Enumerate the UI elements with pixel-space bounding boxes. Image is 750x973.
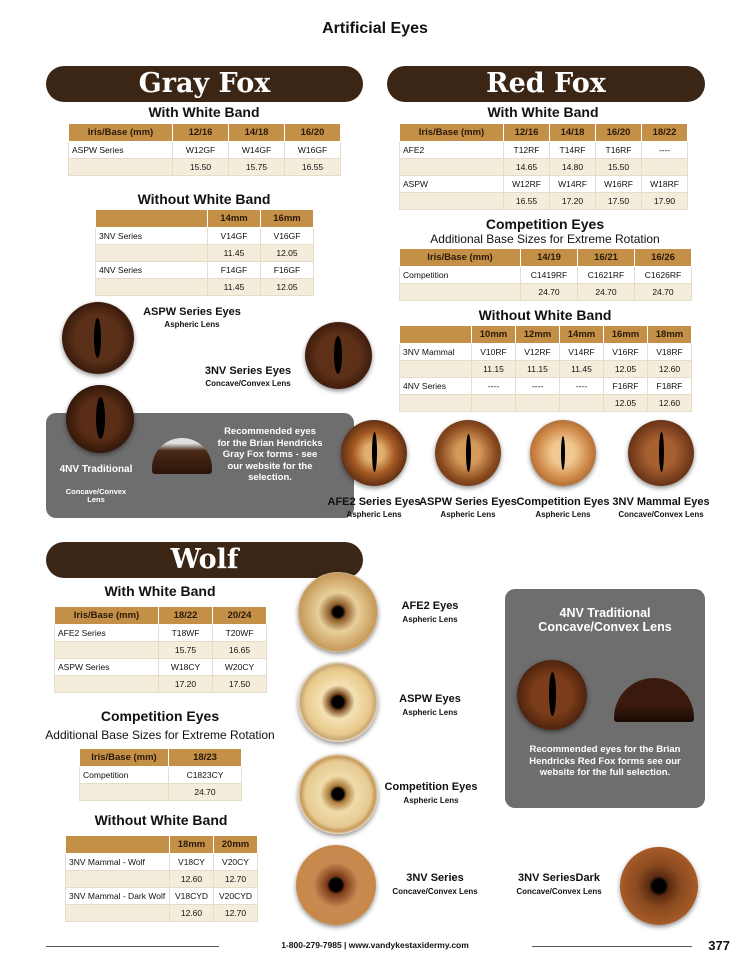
table-price-row — [400, 159, 688, 176]
row-label — [69, 159, 173, 176]
red-fox-4nv-pupil — [549, 672, 556, 716]
table-cell: T12RF — [504, 142, 550, 159]
table-row — [55, 625, 267, 642]
table-header-cell — [96, 210, 208, 228]
row-label: 4NV Series — [96, 262, 208, 279]
wolf-banner: Wolf — [46, 542, 363, 578]
table-header-cell: 18/22 — [642, 124, 688, 142]
footer-rule-right — [532, 946, 692, 947]
table-header-cell: 20/24 — [213, 607, 267, 625]
table-cell: 11.45 — [560, 361, 604, 378]
table-price-row — [400, 284, 692, 301]
row-label: AFE2 — [400, 142, 504, 159]
row-label — [96, 245, 208, 262]
table-header-cell: Iris/Base (mm) — [69, 124, 173, 142]
wolf-3nv-dark-title: 3NV SeriesDark — [518, 872, 600, 884]
table-row — [55, 659, 267, 676]
table-price-row — [80, 784, 242, 801]
red-fox-competition-sub: Aspheric Lens — [535, 510, 591, 519]
table-row — [400, 142, 688, 159]
wolf-3nv-dark-sub: Concave/Convex Lens — [516, 887, 602, 896]
gray-fox-recommend-text: Recommended eyes for the Brian Hendricks Gray Fox forms - see our website for the selection. — [217, 426, 323, 483]
table-header-cell: 18mm — [648, 326, 692, 344]
row-label — [80, 784, 169, 801]
footer-rule-left — [46, 946, 219, 947]
row-label: 4NV Series — [400, 378, 472, 395]
table-price-row — [66, 871, 258, 888]
table-cell: 15.75 — [159, 642, 213, 659]
table-header-cell: Iris/Base (mm) — [400, 124, 504, 142]
table-cell: V20CYD — [214, 888, 258, 905]
red-fox-3nv-mammal-sub: Concave/Convex Lens — [618, 510, 704, 519]
table-cell: 12.60 — [648, 361, 692, 378]
table-cell: V20CY — [214, 854, 258, 871]
table-cell: W20CY — [213, 659, 267, 676]
table-cell: V16RF — [604, 344, 648, 361]
table-row — [400, 378, 692, 395]
table-cell: W12RF — [504, 176, 550, 193]
table-cell: ---- — [516, 378, 560, 395]
wolf-afe2-title: AFE2 Eyes — [401, 600, 459, 612]
wolf-no-band-table — [65, 835, 258, 922]
table-price-row — [96, 245, 314, 262]
wolf-white-band-title: With White Band — [104, 583, 216, 599]
row-label: 3NV Mammal - Dark Wolf — [66, 888, 170, 905]
row-label — [400, 159, 504, 176]
table-cell: 17.20 — [550, 193, 596, 210]
table-cell: 11.45 — [208, 245, 261, 262]
red-fox-recommend-text: Recommended eyes for the Brian Hendricks Red Fox forms see our website for the full selection. — [529, 744, 681, 778]
table-cell: F14GF — [208, 262, 261, 279]
table-header-cell: 18/23 — [169, 749, 242, 767]
page-title: Artificial Eyes — [322, 20, 428, 37]
red-fox-banner: Red Fox — [387, 66, 705, 102]
red-fox-afe2-pupil — [372, 432, 377, 472]
table-price-row — [66, 905, 258, 922]
table-header-cell: 14/18 — [229, 124, 285, 142]
gray-fox-3nv-title: 3NV Series Eyes — [204, 365, 292, 377]
table-price-row — [55, 642, 267, 659]
table-cell — [516, 395, 560, 412]
table-header-cell: 10mm — [472, 326, 516, 344]
table-cell: T20WF — [213, 625, 267, 642]
table-cell: 12.70 — [214, 905, 258, 922]
wolf-no-band-title: Without White Band — [94, 812, 228, 828]
table-header-cell: 16mm — [604, 326, 648, 344]
table-cell: 14.80 — [550, 159, 596, 176]
page-number: 377 — [708, 938, 730, 953]
red-fox-3nv-mammal-pupil — [659, 432, 664, 472]
table-cell: 15.50 — [173, 159, 229, 176]
table-cell: T14RF — [550, 142, 596, 159]
table-cell: V12RF — [516, 344, 560, 361]
table-header-cell: Iris/Base (mm) — [80, 749, 169, 767]
gray-fox-aspw-pupil — [94, 318, 101, 358]
table-header-cell: 16/21 — [578, 249, 635, 267]
table-cell: 24.70 — [169, 784, 242, 801]
table-cell: V14RF — [560, 344, 604, 361]
table-cell: T18WF — [159, 625, 213, 642]
red-fox-afe2-sub: Aspheric Lens — [346, 510, 402, 519]
table-price-row — [96, 279, 314, 296]
table-price-row — [400, 395, 692, 412]
table-cell: 15.50 — [596, 159, 642, 176]
table-cell: W14GF — [229, 142, 285, 159]
row-label — [400, 284, 521, 301]
table-cell: 24.70 — [635, 284, 692, 301]
table-cell: 12.70 — [214, 871, 258, 888]
table-header-cell: 14/18 — [550, 124, 596, 142]
table-header-cell: Iris/Base (mm) — [400, 249, 521, 267]
row-label — [55, 642, 159, 659]
row-label: Competition — [400, 267, 521, 284]
table-cell: V10RF — [472, 344, 516, 361]
table-cell: V14GF — [208, 228, 261, 245]
red-fox-aspw-pupil — [466, 434, 471, 472]
table-cell: F16GF — [261, 262, 314, 279]
table-header-cell — [66, 836, 170, 854]
row-label: 3NV Mammal — [400, 344, 472, 361]
table-header-cell — [400, 326, 472, 344]
table-cell: 12.60 — [170, 905, 214, 922]
table-cell: 16.55 — [285, 159, 341, 176]
table-cell: 24.70 — [578, 284, 635, 301]
table-cell: W12GF — [173, 142, 229, 159]
table-cell: 11.45 — [208, 279, 261, 296]
table-header-cell: 14mm — [208, 210, 261, 228]
wolf-afe2-eye-image — [298, 572, 378, 652]
row-label — [66, 905, 170, 922]
red-fox-3nv-mammal-title: 3NV Mammal Eyes — [612, 496, 710, 508]
table-header-cell: 20mm — [214, 836, 258, 854]
table-cell: V18RF — [648, 344, 692, 361]
table-row — [66, 854, 258, 871]
table-row — [66, 888, 258, 905]
table-header-cell: 16/20 — [596, 124, 642, 142]
gray-fox-4nv-title: 4NV Traditional — [59, 464, 133, 475]
table-cell — [560, 395, 604, 412]
table-cell: 12.60 — [648, 395, 692, 412]
table-header-cell: 14mm — [560, 326, 604, 344]
table-header-cell: 16/20 — [285, 124, 341, 142]
row-label: 3NV Mammal - Wolf — [66, 854, 170, 871]
table-header-cell: 12mm — [516, 326, 560, 344]
gray-fox-4nv-sub: Concave/Convex Lens — [65, 487, 127, 504]
row-label: AFE2 Series — [55, 625, 159, 642]
table-cell: 17.50 — [596, 193, 642, 210]
table-cell: 17.20 — [159, 676, 213, 693]
table-cell: T16RF — [596, 142, 642, 159]
table-cell — [642, 159, 688, 176]
table-cell: 12.60 — [170, 871, 214, 888]
wolf-3nv-dark-eye-image — [620, 847, 698, 925]
wolf-afe2-sub: Aspheric Lens — [402, 615, 458, 624]
table-price-row — [400, 361, 692, 378]
row-label: Competition — [80, 767, 169, 784]
row-label — [55, 676, 159, 693]
table-cell: 12.05 — [261, 245, 314, 262]
table-cell: F18RF — [648, 378, 692, 395]
table-cell: C1823CY — [169, 767, 242, 784]
table-cell: C1419RF — [521, 267, 578, 284]
table-price-row — [69, 159, 341, 176]
red-fox-competition-table — [399, 248, 692, 301]
table-price-row — [400, 193, 688, 210]
table-cell: 17.90 — [642, 193, 688, 210]
red-fox-competition-title: Competition Eyes — [485, 216, 605, 232]
table-cell: 16.65 — [213, 642, 267, 659]
wolf-white-band-table — [54, 606, 267, 693]
table-header-cell: 18/22 — [159, 607, 213, 625]
row-label: 3NV Series — [96, 228, 208, 245]
table-cell: ---- — [560, 378, 604, 395]
table-cell: 24.70 — [521, 284, 578, 301]
gray-fox-3nv-pupil — [334, 336, 342, 374]
table-cell: 14.65 — [504, 159, 550, 176]
wolf-competition-title: Competition Eyes — [100, 708, 220, 724]
row-label: ASPW Series — [69, 142, 173, 159]
wolf-3nv-eye-image — [296, 845, 376, 925]
table-cell: ---- — [642, 142, 688, 159]
red-fox-white-band-table — [399, 123, 688, 210]
table-header-cell: 18mm — [170, 836, 214, 854]
row-label — [400, 193, 504, 210]
table-cell: W16RF — [596, 176, 642, 193]
row-label — [400, 361, 472, 378]
table-price-row — [55, 676, 267, 693]
red-fox-competition-subtitle: Additional Base Sizes for Extreme Rotation — [430, 232, 660, 246]
wolf-competition-subtitle: Additional Base Sizes for Extreme Rotation — [45, 728, 275, 742]
table-header-cell: 16/26 — [635, 249, 692, 267]
gray-fox-no-band-table — [95, 209, 314, 296]
red-fox-competition-pupil — [561, 436, 565, 470]
table-cell: 12.05 — [604, 361, 648, 378]
table-cell: W14RF — [550, 176, 596, 193]
table-header-cell: 12/16 — [173, 124, 229, 142]
wolf-competition-eye-image — [298, 754, 378, 834]
table-header-cell: 16mm — [261, 210, 314, 228]
table-cell: 17.50 — [213, 676, 267, 693]
table-cell: W18CY — [159, 659, 213, 676]
table-row — [69, 142, 341, 159]
table-row — [96, 262, 314, 279]
table-header-cell: 12/16 — [504, 124, 550, 142]
gray-fox-aspw-sub: Aspheric Lens — [164, 320, 220, 329]
gray-fox-4nv-pupil — [96, 397, 105, 439]
wolf-competition-eye-title: Competition Eyes — [384, 781, 478, 793]
table-cell: 12.05 — [261, 279, 314, 296]
wolf-aspw-sub: Aspheric Lens — [402, 708, 458, 717]
gray-fox-banner: Gray Fox — [46, 66, 363, 102]
table-cell: 12.05 — [604, 395, 648, 412]
table-cell: ---- — [472, 378, 516, 395]
row-label — [66, 871, 170, 888]
table-row — [80, 767, 242, 784]
wolf-3nv-title: 3NV Series — [406, 872, 464, 884]
wolf-aspw-title: ASPW Eyes — [399, 693, 461, 705]
table-row — [400, 344, 692, 361]
gray-fox-no-band-title: Without White Band — [137, 191, 271, 207]
table-cell: W18RF — [642, 176, 688, 193]
wolf-competition-eye-sub: Aspheric Lens — [403, 796, 459, 805]
table-row — [96, 228, 314, 245]
table-cell: C1626RF — [635, 267, 692, 284]
table-cell: V16GF — [261, 228, 314, 245]
table-cell — [472, 395, 516, 412]
red-fox-4nv-title: 4NV Traditional Concave/Convex Lens — [538, 606, 672, 634]
gray-fox-white-band-title: With White Band — [148, 104, 260, 120]
red-fox-competition-title-caption: Competition Eyes — [516, 496, 610, 508]
table-cell: F16RF — [604, 378, 648, 395]
table-cell: V18CYD — [170, 888, 214, 905]
table-row — [400, 267, 692, 284]
table-cell: 16.55 — [504, 193, 550, 210]
red-fox-aspw-sub: Aspheric Lens — [440, 510, 496, 519]
table-row — [400, 176, 688, 193]
table-cell: 15.75 — [229, 159, 285, 176]
red-fox-no-band-title: Without White Band — [478, 307, 612, 323]
row-label — [96, 279, 208, 296]
row-label: ASPW — [400, 176, 504, 193]
gray-fox-3nv-sub: Concave/Convex Lens — [205, 379, 291, 388]
footer-contact: 1-800-279-7985 | www.vandykestaxidermy.com — [281, 940, 469, 950]
wolf-aspw-eye-image — [298, 662, 378, 742]
table-cell: C1621RF — [578, 267, 635, 284]
table-header-cell: 14/19 — [521, 249, 578, 267]
red-fox-aspw-title: ASPW Series Eyes — [419, 496, 517, 508]
red-fox-white-band-title: With White Band — [487, 104, 599, 120]
wolf-competition-table — [79, 748, 242, 801]
row-label — [400, 395, 472, 412]
table-cell: W16GF — [285, 142, 341, 159]
table-header-cell: Iris/Base (mm) — [55, 607, 159, 625]
row-label: ASPW Series — [55, 659, 159, 676]
table-cell: 11.15 — [516, 361, 560, 378]
gray-fox-aspw-title: ASPW Series Eyes — [143, 306, 241, 318]
table-cell: V18CY — [170, 854, 214, 871]
wolf-3nv-sub: Concave/Convex Lens — [392, 887, 478, 896]
red-fox-no-band-table — [399, 325, 692, 412]
gray-fox-white-band-table — [68, 123, 341, 176]
table-cell: 11.15 — [472, 361, 516, 378]
red-fox-afe2-title: AFE2 Series Eyes — [327, 496, 421, 508]
